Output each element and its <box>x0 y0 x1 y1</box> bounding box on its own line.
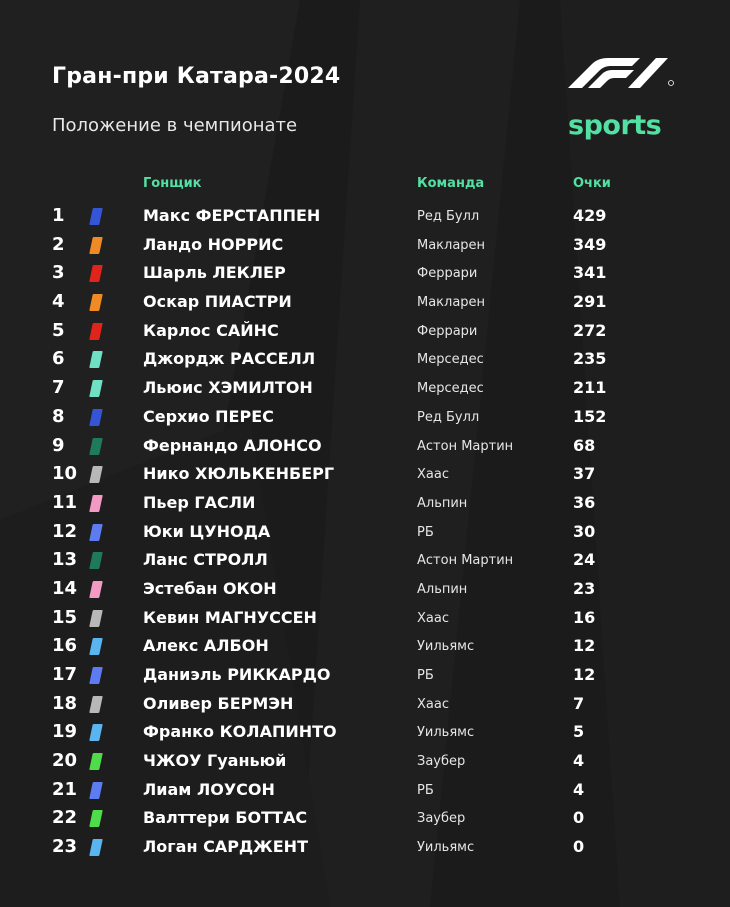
points-value: 349 <box>573 234 607 254</box>
driver-name: Серхио ПЕРЕС <box>143 406 274 426</box>
position-number: 15 <box>52 606 78 628</box>
driver-name: Валттери БОТТАС <box>143 808 308 828</box>
table-row <box>52 604 692 633</box>
team-name: РБ <box>417 668 434 683</box>
points-value: 37 <box>573 464 596 484</box>
table-row <box>52 259 692 288</box>
f1-logo-icon <box>568 58 676 88</box>
team-color-swatch <box>89 265 103 282</box>
team-color-swatch <box>89 724 103 741</box>
team-color-swatch <box>89 524 103 541</box>
column-header-points: Очки <box>573 176 611 191</box>
driver-name: Франко КОЛАПИНТО <box>143 722 337 742</box>
position-number: 17 <box>52 664 78 685</box>
table-row <box>52 403 692 432</box>
team-color-swatch <box>89 380 103 397</box>
points-value: 0 <box>573 837 585 857</box>
team-color-swatch <box>89 552 103 569</box>
points-value: 7 <box>573 693 585 713</box>
table-row <box>52 518 692 547</box>
table-row <box>52 833 692 862</box>
team-color-swatch <box>89 438 103 455</box>
table-row <box>52 202 692 231</box>
team-name: Макларен <box>417 237 486 253</box>
position-number: 22 <box>52 807 78 829</box>
team-color-swatch <box>89 294 103 311</box>
driver-name: Оливер БЕРМЭН <box>143 693 294 713</box>
position-number: 6 <box>52 348 65 370</box>
points-value: 235 <box>573 349 607 369</box>
header <box>52 62 340 138</box>
table-row <box>52 231 692 260</box>
team-color-swatch <box>89 208 103 225</box>
table-row <box>52 575 692 604</box>
table-row <box>52 288 692 317</box>
brand-logo <box>568 58 678 148</box>
driver-name: Даниэль РИККАРДО <box>143 665 331 684</box>
points-value: 24 <box>573 550 596 570</box>
points-value: 12 <box>573 636 596 656</box>
points-value: 152 <box>573 406 607 426</box>
driver-name: Джордж РАССЕЛЛ <box>143 349 316 369</box>
page-subtitle: Положение в чемпионате <box>52 115 298 136</box>
driver-name: Лиам ЛОУСОН <box>143 779 275 799</box>
points-value: 4 <box>573 751 585 771</box>
team-name: Уильямс <box>417 725 475 741</box>
team-name: Макларен <box>417 295 486 311</box>
table-row <box>52 374 692 403</box>
table-row <box>52 718 692 747</box>
position-number: 16 <box>52 635 78 657</box>
table-row <box>52 460 692 489</box>
sports-logo-text: sports <box>568 110 662 141</box>
driver-name: Ландо НОРРИС <box>143 234 284 254</box>
position-number: 13 <box>52 549 78 571</box>
table-row <box>52 345 692 374</box>
position-number: 9 <box>52 434 65 456</box>
driver-name: Кевин МАГНУССЕН <box>143 607 317 627</box>
points-value: 429 <box>573 206 607 225</box>
table-row <box>52 546 692 575</box>
table-header <box>52 176 692 200</box>
standings-table <box>52 176 692 858</box>
team-color-swatch <box>89 495 103 512</box>
table-row <box>52 747 692 776</box>
position-number: 19 <box>52 721 78 743</box>
team-name: Астон Мартин <box>417 438 514 454</box>
team-color-swatch <box>89 466 103 483</box>
team-color-swatch <box>89 753 103 770</box>
points-value: 272 <box>573 320 607 340</box>
standings-rows <box>52 202 692 862</box>
points-value: 68 <box>573 435 596 455</box>
team-color-swatch <box>89 696 103 713</box>
points-value: 211 <box>573 378 607 398</box>
team-name: Астон Мартин <box>417 553 514 569</box>
team-color-swatch <box>89 409 103 426</box>
position-number: 4 <box>52 291 65 313</box>
team-color-swatch <box>89 810 103 827</box>
team-name: РБ <box>417 524 434 540</box>
team-name: Мерседес <box>417 381 484 397</box>
points-value: 341 <box>573 263 607 283</box>
driver-name: Фернандо АЛОНСО <box>143 435 322 455</box>
table-row <box>52 804 692 833</box>
team-name: Уильямс <box>417 840 475 856</box>
column-header-driver: Гонщик <box>143 176 202 191</box>
position-number: 8 <box>52 405 65 427</box>
position-number: 18 <box>52 692 78 714</box>
table-row <box>52 632 692 661</box>
team-color-swatch <box>89 323 103 340</box>
driver-name: Карлос САЙНС <box>143 320 279 340</box>
position-number: 20 <box>52 750 78 772</box>
team-name: РБ <box>417 782 434 798</box>
table-row <box>52 661 692 690</box>
driver-name: Ланс СТРОЛЛ <box>143 550 268 570</box>
team-name: Альпин <box>417 495 468 511</box>
team-name: Заубер <box>417 811 466 827</box>
position-number: 10 <box>52 463 78 485</box>
points-value: 36 <box>573 492 596 512</box>
page-title: Гран-при Катара-2024 <box>52 64 341 89</box>
points-value: 291 <box>573 292 607 312</box>
team-color-swatch <box>89 610 103 627</box>
position-number: 5 <box>52 319 65 341</box>
driver-name: Макс ФЕРСТАППЕН <box>143 206 321 225</box>
team-color-swatch <box>89 638 103 655</box>
points-value: 30 <box>573 521 596 541</box>
position-number: 1 <box>52 205 65 226</box>
team-name: Заубер <box>417 754 466 770</box>
position-number: 14 <box>52 577 78 599</box>
driver-name: Пьер ГАСЛИ <box>143 492 256 512</box>
table-row <box>52 690 692 719</box>
team-name: Хаас <box>417 610 449 626</box>
table-row <box>52 317 692 346</box>
position-number: 3 <box>52 262 65 284</box>
points-value: 0 <box>573 808 585 828</box>
team-name: Мерседес <box>417 352 484 368</box>
team-name: Феррари <box>417 266 478 282</box>
table-row <box>52 432 692 461</box>
driver-name: Льюис ХЭМИЛТОН <box>143 378 313 398</box>
team-name: Альпин <box>417 581 468 597</box>
table-row <box>52 489 692 518</box>
points-value: 12 <box>573 665 596 684</box>
driver-name: ЧЖОУ Гуаньюй <box>143 751 287 771</box>
position-number: 12 <box>52 520 78 542</box>
points-value: 23 <box>573 578 596 598</box>
points-value: 5 <box>573 722 585 742</box>
table-row <box>52 776 692 805</box>
team-color-swatch <box>89 667 103 684</box>
column-header-team: Команда <box>417 176 485 191</box>
position-number: 23 <box>52 836 78 858</box>
team-color-swatch <box>89 782 103 799</box>
position-number: 7 <box>52 377 65 399</box>
position-number: 21 <box>52 778 78 800</box>
driver-name: Юки ЦУНОДА <box>143 521 271 541</box>
team-name: Ред Булл <box>417 409 480 425</box>
points-value: 16 <box>573 607 596 627</box>
team-name: Уильямс <box>417 639 475 655</box>
driver-name: Нико ХЮЛЬКЕНБЕРГ <box>143 464 335 484</box>
driver-name: Логан САРДЖЕНТ <box>143 837 308 857</box>
position-number: 11 <box>52 491 78 513</box>
team-name: Феррари <box>417 323 478 339</box>
points-value: 4 <box>573 779 585 799</box>
driver-name: Эстебан ОКОН <box>143 578 277 598</box>
team-color-swatch <box>89 351 103 368</box>
team-name: Хаас <box>417 696 449 712</box>
team-color-swatch <box>89 839 103 856</box>
position-number: 2 <box>52 233 65 255</box>
team-name: Ред Булл <box>417 209 480 224</box>
driver-name: Шарль ЛЕКЛЕР <box>143 263 286 283</box>
team-color-swatch <box>89 237 103 254</box>
driver-name: Оскар ПИАСТРИ <box>143 292 292 312</box>
driver-name: Алекс АЛБОН <box>143 636 269 656</box>
team-color-swatch <box>89 581 103 598</box>
team-name: Хаас <box>417 467 449 483</box>
